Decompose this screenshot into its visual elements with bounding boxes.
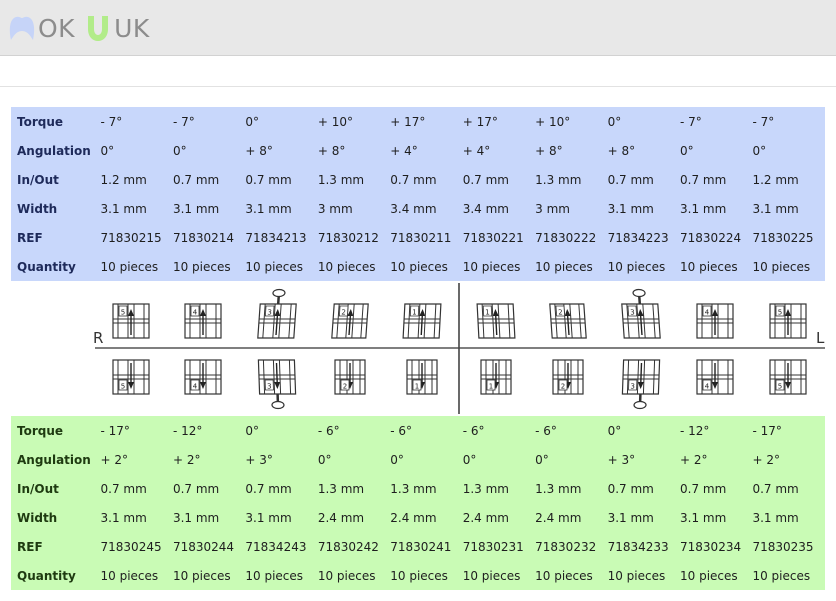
- svg-text:5: 5: [777, 308, 783, 317]
- table-cell: 71830241: [390, 539, 452, 554]
- table-cell: 0°: [680, 143, 694, 158]
- table-cell: 0.7 mm: [172, 481, 220, 496]
- table-cell: 10 pieces: [535, 259, 593, 274]
- row-label: In/Out: [17, 481, 59, 496]
- table-cell: 2.4 mm: [535, 510, 582, 525]
- side-label-right: R: [93, 329, 104, 347]
- table-cell: 0°: [607, 114, 622, 129]
- table-cell: 0.7 mm: [680, 172, 727, 187]
- svg-text:1: 1: [414, 382, 420, 391]
- table-cell: 1.3 mm: [462, 481, 509, 496]
- table-cell: - 6°: [390, 423, 413, 438]
- table-cell: 10 pieces: [317, 259, 376, 274]
- brand-word-ok: OK: [38, 13, 76, 43]
- row-label: REF: [17, 230, 43, 245]
- lower-bracket-table: [11, 416, 825, 590]
- table-cell: + 2°: [172, 452, 201, 467]
- table-cell: + 4°: [390, 143, 418, 158]
- bracket-icon: [113, 304, 149, 338]
- svg-text:3: 3: [267, 308, 273, 317]
- table-cell: + 4°: [462, 143, 491, 158]
- svg-text:2: 2: [341, 308, 347, 317]
- table-cell: 3.4 mm: [462, 201, 509, 216]
- table-cell: 0°: [535, 452, 549, 467]
- bracket-icon: [335, 360, 365, 394]
- table-cell: + 8°: [317, 143, 346, 158]
- table-cell: 3.1 mm: [607, 510, 654, 525]
- table-cell: + 8°: [607, 143, 636, 158]
- table-cell: + 17°: [462, 114, 498, 129]
- table-cell: 3.1 mm: [172, 510, 220, 525]
- table-cell: 3 mm: [317, 201, 353, 216]
- table-cell: 0°: [245, 114, 260, 129]
- table-row: [11, 223, 825, 252]
- table-cell: 1.3 mm: [535, 481, 582, 496]
- table-cell: 3.1 mm: [752, 201, 799, 216]
- table-cell: - 6°: [462, 423, 485, 438]
- table-cell: 71830245: [100, 539, 162, 554]
- svg-text:4: 4: [192, 382, 198, 391]
- table-cell: 71830221: [462, 230, 524, 245]
- row-label: Angulation: [17, 143, 91, 158]
- divider-line: [0, 86, 836, 87]
- table-cell: 0°: [462, 452, 477, 467]
- bracket-diagram: [11, 281, 825, 416]
- table-cell: - 12°: [172, 423, 203, 438]
- table-cell: 1.2 mm: [100, 172, 147, 187]
- table-cell: 71830224: [680, 230, 742, 245]
- table-cell: 71830214: [172, 230, 235, 245]
- table-cell: 0°: [245, 423, 260, 438]
- table-cell: 71830234: [680, 539, 742, 554]
- svg-text:1: 1: [488, 382, 494, 391]
- table-cell: 10 pieces: [100, 568, 159, 583]
- svg-text:5: 5: [120, 382, 126, 391]
- table-cell: + 10°: [535, 114, 571, 129]
- table-cell: - 7°: [752, 114, 775, 129]
- table-cell: 10 pieces: [680, 259, 738, 274]
- bracket-icon: [113, 360, 149, 394]
- table-cell: 10 pieces: [607, 259, 666, 274]
- table-cell: 10 pieces: [680, 568, 738, 583]
- table-cell: 10 pieces: [100, 259, 159, 274]
- table-cell: 10 pieces: [462, 259, 521, 274]
- bracket-icon: [477, 304, 515, 338]
- table-cell: - 6°: [317, 423, 340, 438]
- table-cell: 1.3 mm: [317, 172, 365, 187]
- table-cell: 10 pieces: [245, 259, 304, 274]
- table-cell: 71834233: [607, 539, 669, 554]
- table-row: [11, 503, 825, 532]
- table-cell: 71830235: [752, 539, 814, 554]
- table-row: [11, 107, 825, 136]
- table-cell: 71834223: [607, 230, 669, 245]
- table-cell: 3.1 mm: [607, 201, 654, 216]
- table-cell: - 7°: [100, 114, 123, 129]
- bracket-icon: [697, 360, 733, 394]
- svg-text:2: 2: [557, 308, 563, 317]
- table-cell: 3.1 mm: [100, 201, 147, 216]
- table-cell: 10 pieces: [317, 568, 376, 583]
- table-cell: 0.7 mm: [245, 172, 292, 187]
- upper-bracket-table: [11, 107, 825, 281]
- table-row: [11, 194, 825, 223]
- table-cell: 71830242: [317, 539, 379, 554]
- table-row: [11, 532, 825, 561]
- site-header: [0, 0, 836, 56]
- table-cell: 3.1 mm: [245, 510, 292, 525]
- table-cell: 3.1 mm: [680, 510, 727, 525]
- svg-text:4: 4: [704, 382, 710, 391]
- table-cell: + 8°: [245, 143, 273, 158]
- table-cell: + 2°: [680, 452, 708, 467]
- table-cell: + 3°: [607, 452, 636, 467]
- table-row: [11, 252, 825, 281]
- row-label: Angulation: [17, 452, 91, 467]
- table-cell: 3.1 mm: [752, 510, 799, 525]
- table-cell: 2.4 mm: [390, 510, 437, 525]
- table-cell: 1.3 mm: [317, 481, 365, 496]
- svg-text:2: 2: [560, 382, 566, 391]
- row-label: Torque: [17, 114, 64, 129]
- svg-text:4: 4: [192, 308, 198, 317]
- table-cell: 2.4 mm: [462, 510, 509, 525]
- bracket-icon: [332, 304, 368, 338]
- tooth-logo-icon: [7, 13, 37, 43]
- u-logo-icon: [83, 13, 113, 43]
- row-label: Width: [17, 510, 58, 525]
- row-label: Quantity: [17, 568, 76, 583]
- table-cell: 0.7 mm: [172, 172, 220, 187]
- svg-text:1: 1: [412, 308, 417, 317]
- brand-word-uk: UK: [114, 13, 150, 43]
- svg-text:5: 5: [120, 308, 126, 317]
- svg-text:3: 3: [629, 308, 635, 317]
- table-cell: 2.4 mm: [317, 510, 365, 525]
- table-cell: 10 pieces: [172, 259, 231, 274]
- table-cell: 71830211: [390, 230, 452, 245]
- bracket-icon: [403, 304, 441, 338]
- row-label: REF: [17, 539, 43, 554]
- svg-text:3: 3: [266, 382, 272, 391]
- table-cell: 3.4 mm: [390, 201, 437, 216]
- table-cell: 0°: [317, 452, 332, 467]
- table-cell: 71834213: [245, 230, 307, 245]
- table-cell: 10 pieces: [462, 568, 521, 583]
- table-cell: 71830225: [752, 230, 814, 245]
- table-cell: 71834243: [245, 539, 307, 554]
- table-cell: 71830212: [317, 230, 379, 245]
- brand-logo[interactable]: [7, 10, 150, 46]
- table-cell: 10 pieces: [535, 568, 593, 583]
- table-row: [11, 445, 825, 474]
- table-cell: 1.2 mm: [752, 172, 799, 187]
- table-row: [11, 416, 825, 445]
- table-cell: + 10°: [317, 114, 353, 129]
- table-row: [11, 136, 825, 165]
- bracket-icon: [553, 360, 583, 394]
- table-cell: 1.3 mm: [390, 481, 437, 496]
- table-cell: 0.7 mm: [462, 172, 509, 187]
- side-label-left: L: [816, 329, 825, 347]
- bracket-icon: [185, 360, 221, 394]
- table-cell: 0°: [172, 143, 187, 158]
- bracket-icon: [185, 304, 221, 338]
- table-cell: 0°: [390, 452, 404, 467]
- table-cell: 0.7 mm: [245, 481, 292, 496]
- table-cell: 3 mm: [535, 201, 570, 216]
- svg-text:4: 4: [704, 308, 710, 317]
- table-cell: 1.3 mm: [535, 172, 582, 187]
- bracket-icon: [770, 360, 806, 394]
- table-row: [11, 165, 825, 194]
- table-cell: 71830244: [172, 539, 235, 554]
- table-cell: - 12°: [680, 423, 710, 438]
- bracket-icon: [550, 304, 586, 338]
- table-cell: + 17°: [390, 114, 426, 129]
- table-cell: 10 pieces: [752, 568, 811, 583]
- table-cell: 0°: [607, 423, 622, 438]
- table-cell: 0°: [100, 143, 115, 158]
- table-cell: 10 pieces: [752, 259, 811, 274]
- table-cell: 71830231: [462, 539, 524, 554]
- svg-text:2: 2: [342, 382, 348, 391]
- table-cell: - 17°: [752, 423, 782, 438]
- table-row: [11, 474, 825, 503]
- table-cell: 0.7 mm: [752, 481, 799, 496]
- table-cell: 0.7 mm: [390, 172, 437, 187]
- table-cell: 10 pieces: [245, 568, 304, 583]
- row-label: Torque: [17, 423, 64, 438]
- table-cell: 0.7 mm: [100, 481, 147, 496]
- bracket-icon: [770, 304, 806, 338]
- table-cell: - 17°: [100, 423, 130, 438]
- table-cell: - 7°: [680, 114, 702, 129]
- row-label: Width: [17, 201, 58, 216]
- table-cell: 10 pieces: [172, 568, 231, 583]
- table-cell: - 7°: [172, 114, 195, 129]
- table-cell: 71830215: [100, 230, 162, 245]
- bracket-icon: [407, 360, 437, 394]
- table-cell: - 6°: [535, 423, 557, 438]
- table-cell: + 3°: [245, 452, 273, 467]
- table-cell: 71830232: [535, 539, 597, 554]
- row-label: In/Out: [17, 172, 59, 187]
- bracket-icon: [481, 360, 511, 394]
- table-cell: 0°: [752, 143, 767, 158]
- table-cell: + 8°: [535, 143, 563, 158]
- svg-text:1: 1: [485, 308, 490, 317]
- svg-text:3: 3: [630, 382, 636, 391]
- row-label: Quantity: [17, 259, 76, 274]
- table-cell: 0.7 mm: [607, 481, 654, 496]
- table-cell: 3.1 mm: [100, 510, 147, 525]
- table-cell: + 2°: [100, 452, 129, 467]
- table-cell: 3.1 mm: [680, 201, 727, 216]
- table-cell: 0.7 mm: [607, 172, 654, 187]
- table-cell: + 2°: [752, 452, 780, 467]
- table-cell: 10 pieces: [607, 568, 666, 583]
- table-cell: 3.1 mm: [172, 201, 220, 216]
- table-cell: 10 pieces: [390, 259, 448, 274]
- bracket-icon: [697, 304, 733, 338]
- table-row: [11, 561, 825, 590]
- svg-text:5: 5: [777, 382, 783, 391]
- table-cell: 0.7 mm: [680, 481, 727, 496]
- table-cell: 10 pieces: [390, 568, 448, 583]
- table-cell: 71830222: [535, 230, 597, 245]
- table-cell: 3.1 mm: [245, 201, 292, 216]
